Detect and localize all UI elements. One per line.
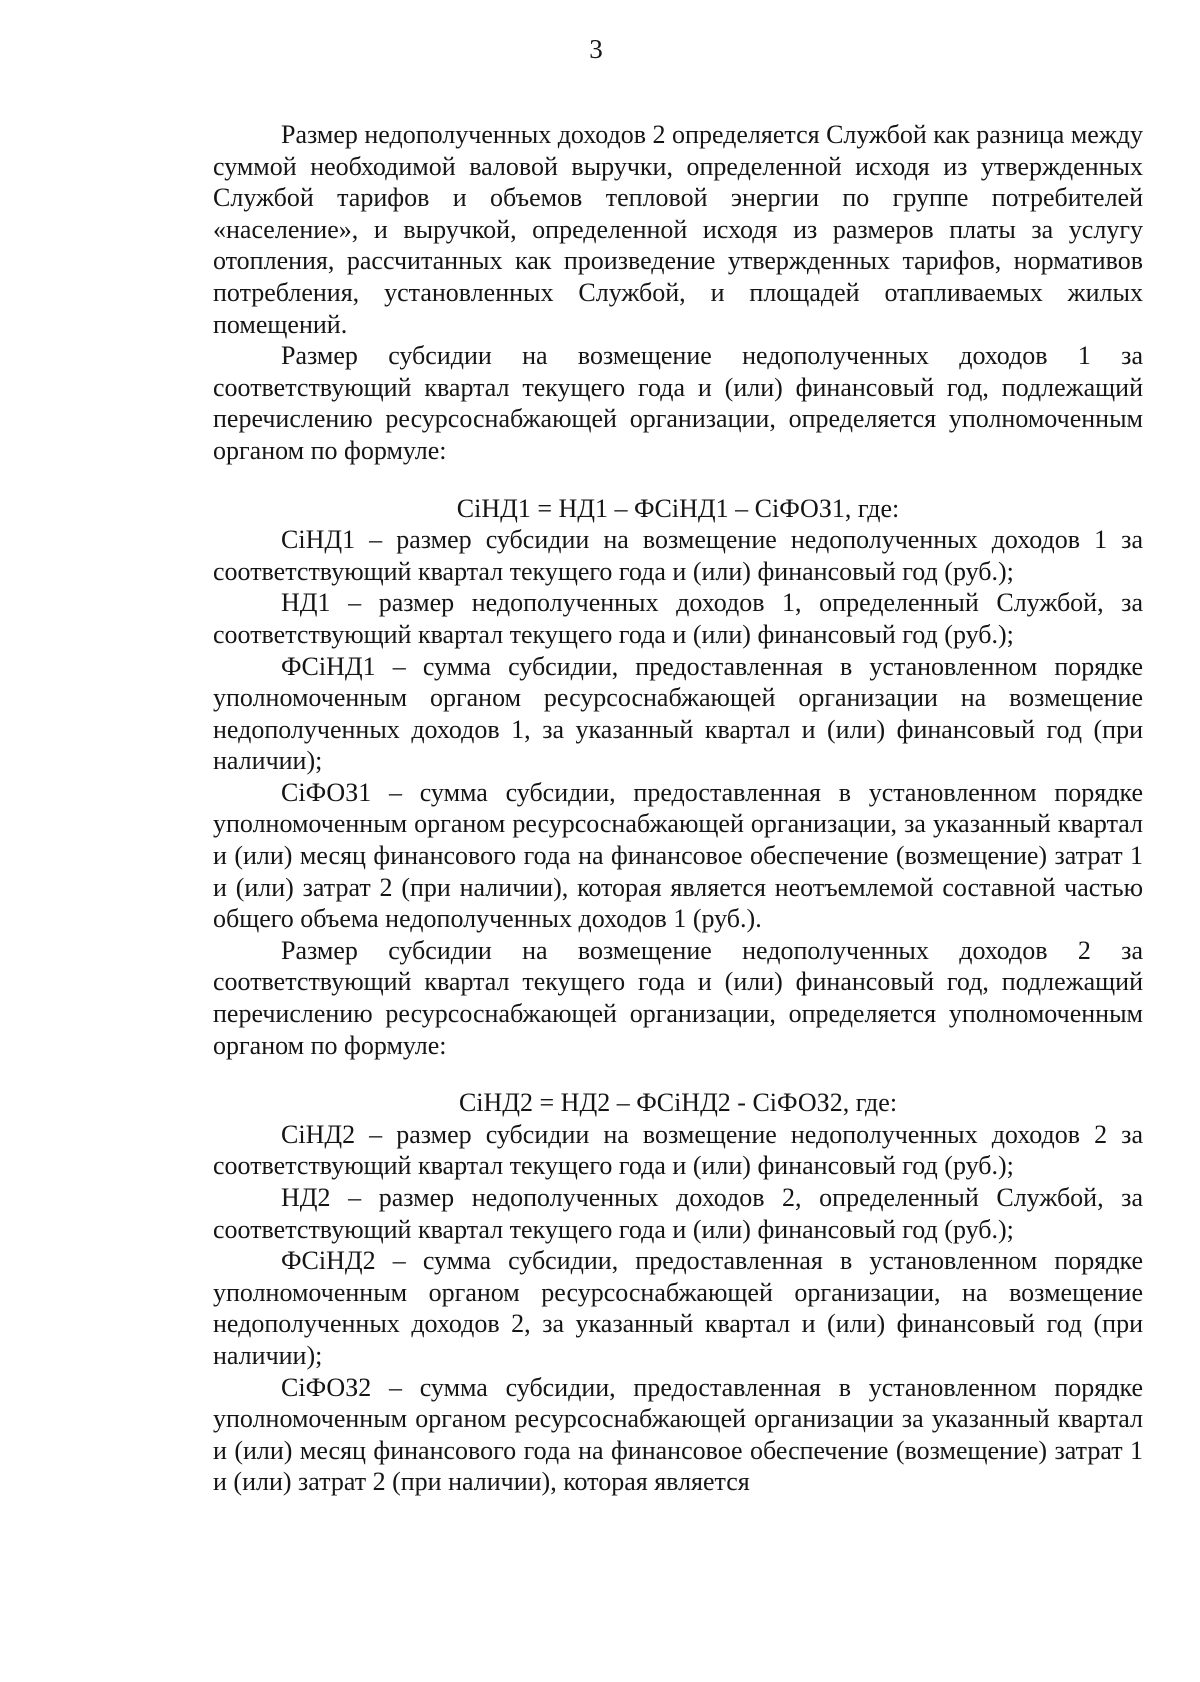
definition-nd1: НД1 – размер недополученных доходов 1, определенный Службой, за соответствующий квартал текущего года и (или) финансовый год (руб.); <box>213 588 1143 649</box>
paragraph-subsidy-1-intro: Размер субсидии на возмещение недополученных доходов 1 за соответствующий квартал текущего года и (или) финансовый год, подлежащий перечислению ресурсоснабжающей организации, определяется уполномоченным органом по формуле: <box>213 341 1143 465</box>
definition-sind1: СiНД1 – размер субсидии на возмещение недополученных доходов 1 за соответствующий квартал текущего года и (или) финансовый год (руб.); <box>213 525 1143 586</box>
document-body <box>213 119 1143 1498</box>
paragraph-lost-income-2-definition: Размер недополученных доходов 2 определяется Службой как разница между суммой необходимой валовой выручки, определенной исходя из утвержденных Службой тарифов и объемов тепловой энергии по группе потребителей «население», и выручкой, определенной исходя из размеров платы за услугу отопления, рассчитанных как произведение утвержденных тарифов, нормативов потребления, установленных Службой, и площадей отапливаемых жилых помещений. <box>213 120 1143 339</box>
definition-sind2: СiНД2 – размер субсидии на возмещение недополученных доходов 2 за соответствующий квартал текущего года и (или) финансовый год (руб.); <box>213 1119 1143 1181</box>
definition-sifoz1: СiФОЗ1 – сумма субсидии, предоставленная в установленном порядке уполномоченным органом ресурсоснабжающей организации, за указанный квартал и (или) месяц финансового года на финансовое обеспечение (возмещение) затрат 1 и (или) затрат 2 (при наличии), которая является неотъемлемой составной частью общего объема недополученных доходов 1 (руб.). <box>213 777 1143 934</box>
formula-subsidy-2: СiНД2 = НД2 – ФСiНД2 - СiФОЗ2, где: <box>458 1088 898 1118</box>
definition-fsind1: ФСiНД1 – сумма субсидии, предоставленная в установленном порядке уполномоченным органом ресурсоснабжающей организации на возмещение недополученных доходов 1, за указанный квартал и (или) финансовый год (при наличии); <box>213 651 1143 776</box>
formula-subsidy-1: СiНД1 = НД1 – ФСiНД1 – СiФОЗ1, где: <box>456 493 900 523</box>
paragraph-subsidy-2-intro: Размер субсидии на возмещение недополученных доходов 2 за соответствующий квартал текущего года и (или) финансовый год, подлежащий перечислению ресурсоснабжающей организации, определяется уполномоченным органом по формуле: <box>213 935 1143 1060</box>
definition-fsind2: ФСiНД2 – сумма субсидии, предоставленная в установленном порядке уполномоченным органом ресурсоснабжающей организации, на возмещение недополученных доходов 2, за указанный квартал и (или) финансовый год (при наличии); <box>213 1246 1143 1370</box>
page-number: 3 <box>589 34 603 64</box>
definition-nd2: НД2 – размер недополученных доходов 2, определенный Службой, за соответствующий квартал текущего года и (или) финансовый год (руб.); <box>213 1183 1143 1244</box>
definition-sifoz2: СiФОЗ2 – сумма субсидии, предоставленная в установленном порядке уполномоченным органом ресурсоснабжающей организации за указанный квартал и (или) месяц финансового года на финансовое обеспечение (возмещение) затрат 1 и (или) затрат 2 (при наличии), которая является <box>213 1372 1143 1497</box>
